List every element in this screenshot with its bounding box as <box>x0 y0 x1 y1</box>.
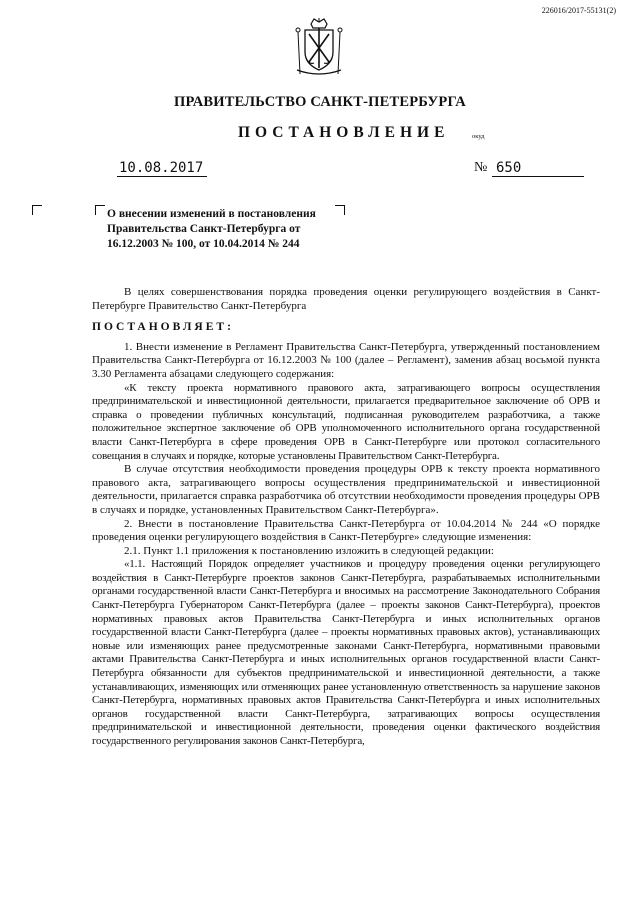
document-type-title: ПОСТАНОВЛЕНИЕ <box>238 124 450 141</box>
paragraph-4: 2. Внести в постановление Правительства Санкт-Петербурга от 10.04.2014 № 244 «О порядке проведения оценки регулирующего воздействия в Санкт-Петербурге» следующие изменения: <box>92 517 600 544</box>
okud-label: окуд <box>472 133 485 140</box>
paragraph-1: 1. Внести изменение в Регламент Правительства Санкт-Петербурга, утвержденный постановлением Правительства Санкт-Петербурга от 16.12.2003 № 100 (далее – Регламент), заменив абзац восьмой пункта 3.30 Регламента абзацами следующего содержания: <box>92 340 600 380</box>
paragraph-2: «К тексту проекта нормативного правового акта, затрагивающего вопросы осуществления предпринимательской и инвестиционной деятельности, прилагается предварительное заключение об ОРВ и справка о проведении публичных консультаций, подписанная руководителем разработчика, а также положительное экспертное заключение об ОРВ уполномоченного исполнительного органа государственной власти Санкт-Петербурга в сфере проведения ОРВ в Санкт-Петербурге или протокол согласительного совещания в случаях и порядке, которые установлены Правительством Санкт-Петербурга. <box>92 381 600 462</box>
coat-of-arms-emblem <box>292 18 346 76</box>
document-body <box>92 286 600 749</box>
subject-corner-mark-left <box>95 205 105 215</box>
decree-heading: ПОСТАНОВЛЯЕТ: <box>92 321 234 334</box>
document-number: 650 <box>492 160 584 177</box>
organization-title: ПРАВИТЕЛЬСТВО САНКТ-ПЕТЕРБУРГА <box>174 94 466 110</box>
paragraph-3: В случае отсутствия необходимости проведения процедуры ОРВ к тексту проекта нормативного правового акта, затрагивающего вопросы осуществления предпринимательской и инвестиционной деятельности, прилагается справка разработчика об отсутствии необходимости проведения процедуры ОРВ в случаях и порядке, установленных Правительством Санкт-Петербурга». <box>92 463 600 516</box>
document-subject: О внесении изменений в постановления Правительства Санкт-Петербурга от 16.12.2003 № 100, от 10.04.2014 № 244 <box>107 208 316 250</box>
number-label: № <box>474 160 488 175</box>
intro-paragraph: В целях совершенствования порядка проведения оценки регулирующего воздействия в Санкт-Петербурге Правительство Санкт-Петербурга <box>92 286 600 312</box>
paragraph-5: 2.1. Пункт 1.1 приложения к постановлению изложить в следующей редакции: <box>124 544 494 557</box>
left-margin-corner-mark <box>32 205 42 215</box>
paragraph-6: «1.1. Настоящий Порядок определяет участников и процедуру проведения оценки регулирующего воздействия в Санкт-Петербурге проектов законов Санкт-Петербурга, разрабатываемых исполнительными органами государственной власти Санкт-Петербурга и вносимых на рассмотрение Законодательного Собрания Санкт-Петербурга Губернатором Санкт-Петербурга (далее – проекты законов Санкт-Петербурга), проектов нормативных правовых актов Правительства Санкт-Петербурга и иных исполнительных органов государственной власти Санкт-Петербурга (далее – проекты нормативных правовых актов), устанавливающих новые или изменяющих ранее предусмотренные законами Санкт-Петербурга, нормативными правовыми актами Правительства Санкт-Петербурга и иных исполнительных органов государственной власти Санкт-Петербурга обязанности для субъектов предпринимательской и инвестиционной деятельности, а также устанавливающих, изменяющих или отменяющих ранее установленную ответственность за нарушение законов Санкт-Петербурга, нормативных правовых актов Правительства Санкт-Петербурга и иных исполнительных органов государственной власти Санкт-Петербурга, затрагивающих вопросы осуществления предпринимательской и инвестиционной деятельности, проведения оценки фактического воздействия государственного регулирования законов Санкт-Петербурга, <box>92 558 600 747</box>
document-registration-number: 226016/2017-55131(2) <box>541 6 616 15</box>
document-date: 10.08.2017 <box>117 160 207 177</box>
